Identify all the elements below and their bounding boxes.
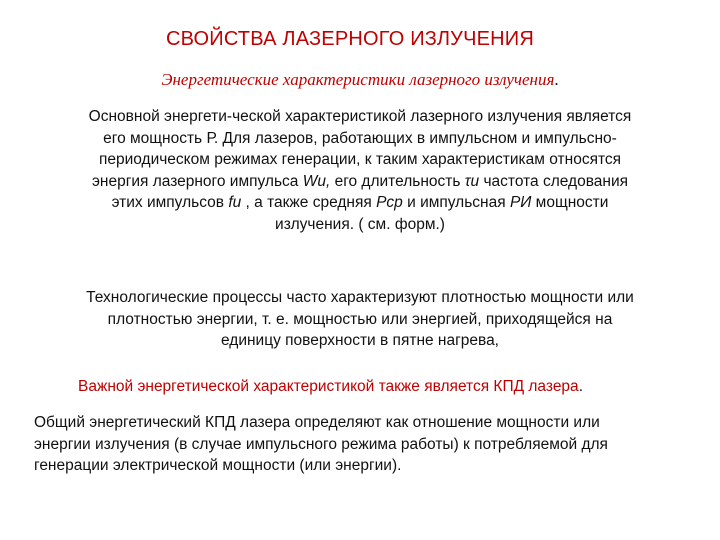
paragraph-energy-characteristics: [10, 106, 710, 235]
p1-l5-text-a: этих импульсов: [111, 194, 229, 211]
average-power-symbol: Pср: [376, 194, 403, 211]
p1-l4-text-c: его длительность: [330, 172, 465, 190]
p1-line-5: [10, 192, 710, 214]
p1-l5-text-c: , а также средняя: [241, 194, 377, 211]
p1-line-3: периодическом режимах генерации, к таким характеристикам относятся: [98, 151, 622, 168]
paragraph-total-efficiency: [34, 412, 714, 477]
p4-line-3: генерации электрической мощности (или энергии).: [34, 457, 402, 474]
pulse-power-symbol: PИ: [509, 194, 532, 211]
p1-l4-text-a: энергия лазерного импульса: [91, 172, 303, 190]
paragraph-efficiency-highlight: [78, 376, 718, 398]
p4-line-2: энергии излучения (в случае импульсного режима работы) к потребляемой для: [34, 435, 608, 453]
p3-text: Важной энергетической характеристикой также является КПД лазера: [78, 378, 579, 395]
paragraph-technological-processes: [10, 287, 710, 352]
p2-line-2: плотностью энергии, т. е. мощностью или энергией, приходящейся на: [107, 310, 613, 328]
subtitle-text: Энергетические характеристики лазерного излучения: [161, 70, 555, 89]
p4-line-1: Общий энергетический КПД лазера определяют как отношение мощности или: [34, 414, 600, 431]
p2-line-1: Технологические процессы часто характеризуют плотностью мощности или: [86, 289, 634, 306]
slide-title: СВОЙСТВА ЛАЗЕРНОГО ИЗЛУЧЕНИЯ: [165, 28, 535, 50]
p1-line-2: его мощность Р. Для лазеров, работающих в импульсном и импульсно-: [103, 129, 617, 147]
p1-l5-text-g: мощности: [531, 194, 609, 211]
subtitle-period: .: [554, 70, 559, 89]
p1-line-1: Основной энергети-ческой характеристикой лазерного излучения является: [88, 108, 632, 125]
p1-line-4: [10, 171, 710, 193]
p2-line-3: единицу поверхности в пятне нагрева,: [221, 332, 499, 349]
p3-period: .: [578, 378, 583, 395]
slide-subtitle: [0, 70, 720, 90]
p1-line-6: излучения. ( см. форм.): [275, 215, 445, 233]
pulse-frequency-symbol: fu: [228, 194, 242, 211]
pulse-energy-symbol: Wu,: [302, 172, 331, 190]
p1-l4-text-e: частота следования: [479, 172, 629, 190]
pulse-duration-symbol: τu: [464, 172, 480, 190]
p1-l5-text-e: и импульсная: [402, 194, 510, 211]
